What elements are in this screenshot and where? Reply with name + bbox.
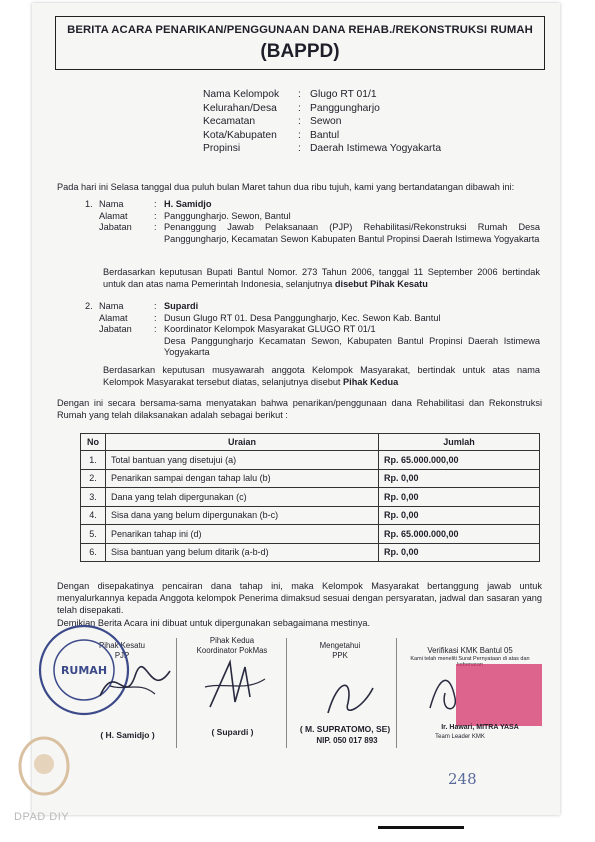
document-code: (BAPPD) <box>260 41 340 62</box>
table-row: 3. Dana yang telah dipergunakan (c) Rp. 0,00 <box>81 488 540 507</box>
signature-divider <box>396 638 397 748</box>
party-two-position-detail: Desa Panggungharjo Kecamatan Sewon, Kabupaten Bantul Propinsi Daerah Istimewa Yogyakarta <box>164 335 540 357</box>
info-value: Sewon <box>310 116 342 127</box>
signature-three-icon <box>318 668 378 720</box>
signatory-three-name: ( M. SUPRATOMO, SE) <box>299 724 391 734</box>
statement-paragraph: Dengan ini secara bersama-sama menyatakan bahwa penarikan/penggunaan dana Rehabilitasi dan Rekonstruksi Rumah yang telah dilaksanakan adalah sebagai berikut : <box>57 398 542 420</box>
party-one-address: Panggungharjo. Sewon, Bantul <box>164 210 291 221</box>
signature-kmk-role: Verifikasi KMK Bantul 05 Kami telah meneliti Surat Pernyataan di atas dan <box>410 646 530 662</box>
signatory-four-name: Ir. Hawari, MITRA YASA <box>441 724 519 731</box>
party-one: 1. Nama : H. Samidjo Alamat : Panggungharjo. Sewon, Bantul Jabatan : Penanggung Jawab Pelaksanaan (PJP) Rehabilitasi/Rekonstruksi Rumah Desa Panggungharjo, Kecamatan Sewon Kabupaten Bantul Propinsi Daerah Istimewa Yogyakarta <box>85 199 540 244</box>
watermark-text: DPAD DIY <box>14 811 70 823</box>
party-two-position: Koordinator Kelompok Masyarakat GLUGO RT 01/1 <box>164 324 376 334</box>
column-header: No <box>81 434 106 451</box>
closing-statement: Demikian Berita Acara ini dibuat untuk dipergunakan sebagaimana mestinya. <box>57 618 371 628</box>
bottom-bar <box>378 826 464 829</box>
info-value: Panggungharjo <box>310 102 380 114</box>
column-header: Uraian <box>106 434 379 451</box>
info-value: Daerah Istimewa Yogyakarta <box>310 143 442 154</box>
info-label: Kecamatan <box>203 116 256 127</box>
info-label: Propinsi <box>203 143 241 154</box>
closing-paragraph: Dengan disepakatinya pencairan dana tahap ini, maka Kelompok Masyarakat bertanggung jawab untuk menyalurkannya kepada Anggota kelompok Penerima dimaksud sesuai dengan persyaratan, jadwal dan sasaran yang telah disepakati. <box>57 581 542 615</box>
signature-divider <box>286 638 287 748</box>
signatory-four-title: Team Leader KMK <box>435 734 485 740</box>
table-row: 4. Sisa dana yang belum dipergunakan (b-c) Rp. 0,00 <box>81 506 540 525</box>
party-two-address: Dusun Glugo RT 01. Desa Panggungharjo, Kec. Sewon Kab. Bantul <box>164 312 441 323</box>
party-one-basis: Berdasarkan keputusan Bupati Bantul Nomor. 273 Tahun 2006, tanggal 11 September 2006 bertindak untuk dan atas nama Pemerintah Indonesia, selanjutnya disebut Pihak Kesatu <box>103 267 540 289</box>
title-box <box>55 16 545 70</box>
info-value: Glugo RT 01/1 <box>310 89 377 100</box>
signature-party-one-role: Pihak Kesatu PJP <box>99 641 145 660</box>
signatory-three-nip: NIP. 050 017 893 <box>316 736 378 745</box>
party-one-name: H. Samidjo <box>164 199 212 209</box>
info-value: Bantul <box>310 129 340 141</box>
column-header: Jumlah <box>379 434 540 451</box>
handwritten-page-number: 248 <box>448 770 477 788</box>
signatory-two-name: ( Supardi ) <box>211 727 254 737</box>
signature-party-two-role: Pihak Kedua Koordinator PokMas <box>196 636 268 655</box>
signature-four-icon <box>400 668 470 718</box>
signature-divider <box>176 638 177 748</box>
table-header-row <box>81 434 540 451</box>
intro-paragraph: Pada hari ini Selasa tanggal dua puluh bulan Maret tahun dua ribu tujuh, kami yang bertandatangan dibawah ini: <box>57 182 515 192</box>
party-two: 2. Nama : Supardi Alamat : Dusun Glugo RT 01. Desa Panggungharjo, Kec. Sewon Kab. Bantul Jabatan : Koordinator Kelompok Masyarakat GLUGO RT 01/1 Desa Panggungharjo Kecamatan Sewon, Kabupaten Bantul Propinsi Daerah Istimewa Yogyakarta <box>85 301 540 357</box>
svg-text:RUMAH: RUMAH <box>60 664 108 677</box>
info-label: Nama Kelompok <box>203 89 280 100</box>
archive-logo-icon <box>16 734 72 798</box>
signature-two-icon <box>200 657 270 717</box>
table-row: 5. Penarikan tahap ini (d) Rp. 65.000.000,00 <box>81 525 540 544</box>
table-row: 2. Penarikan sampai dengan tahap lalu (b) Rp. 0,00 <box>81 469 540 488</box>
group-info: Nama Kelompok : Glugo RT 01/1 Kelurahan/Desa : Panggungharjo Kecamatan : Sewon Kota/Kabupaten : Bantul Propinsi : Daerah Istimewa Yogyakarta <box>203 89 442 154</box>
funds-table <box>80 433 540 562</box>
signature-one-icon <box>95 656 175 712</box>
info-label: Kota/Kabupaten <box>203 129 277 141</box>
document-title: BERITA ACARA PENARIKAN/PENGGUNAAN DANA REHAB./REKONSTRUKSI RUMAH <box>67 24 533 36</box>
party-one-position: Penanggung Jawab Pelaksanaan (PJP) Rehabilitasi/Rekonstruksi Rumah Desa Panggungharjo, Kecamatan Sewon Kabupaten Bantul Propinsi Daerah Istimewa Yogyakarta <box>164 222 540 244</box>
party-two-name: Supardi <box>164 301 199 311</box>
signature-ppk-role: Mengetahui PPK <box>319 641 361 660</box>
table-row: 1. Total bantuan yang disetujui (a) Rp. 65.000.000,00 <box>81 451 540 470</box>
signatory-one-name: ( H. Samidjo ) <box>100 730 155 740</box>
party-two-basis: Berdasarkan keputusan musyawarah anggota Kelompok Masyarakat, bertindak untuk atas nama Kelompok Masyarakat tersebut diatas, selanjutnya disebut Pihak Kedua <box>103 365 540 387</box>
info-label: Kelurahan/Desa <box>203 102 277 114</box>
table-row: 6. Sisa bantuan yang belum ditarik (a-b-d) Rp. 0,00 <box>81 543 540 562</box>
